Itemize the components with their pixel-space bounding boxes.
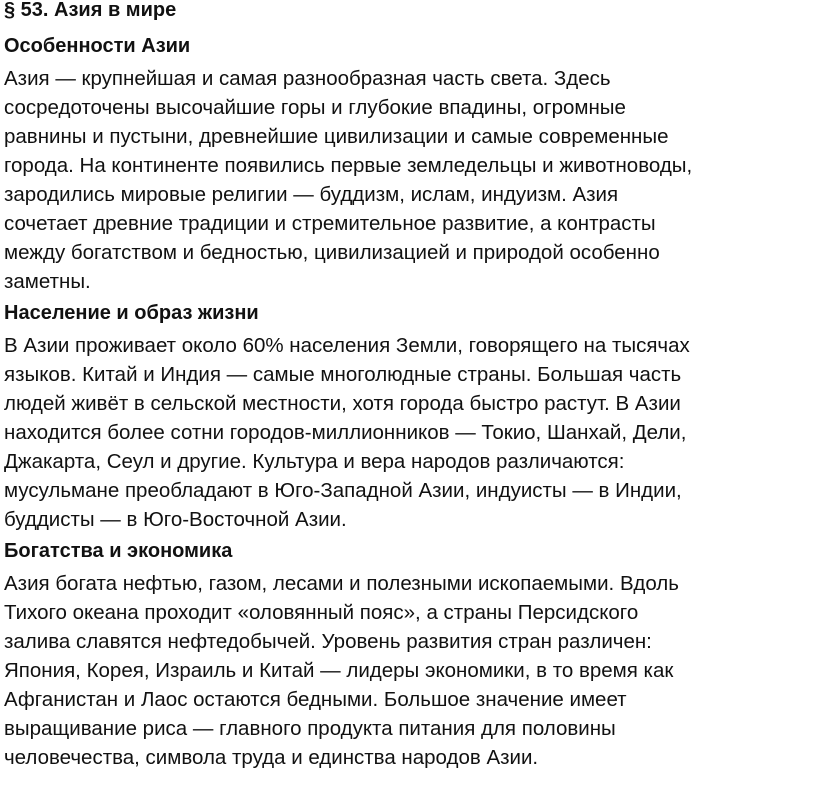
text-line: Азия — крупнейшая и самая разнообразная часть света. Здесь [4, 67, 611, 90]
section-heading-features: Особенности Азии [4, 35, 191, 57]
text-line: находится более сотни городов-миллионников — Токио, Шанхай, Дели, [4, 421, 687, 444]
section-paragraph-population [4, 331, 812, 534]
section-paragraph-features [4, 64, 812, 296]
text-line: залива славятся нефтедобычей. Уровень развития стран различен: [4, 630, 652, 653]
text-line: сочетает древние традиции и стремительное развитие, а контрасты [4, 212, 656, 235]
text-line: языков. Китай и Индия — самые многолюдные страны. Большая часть [4, 363, 682, 386]
document-page [4, 0, 812, 775]
section-heading-population: Население и образ жизни [4, 302, 259, 324]
text-line: мусульмане преобладают в Юго-Западной Азии, индуисты — в Индии, [4, 479, 682, 502]
text-line: людей живёт в сельской местности, хотя города быстро растут. В Азии [4, 392, 681, 415]
text-line: Тихого океана проходит «оловянный пояс», а страны Персидского [4, 601, 639, 624]
text-line: равнины и пустыни, древнейшие цивилизации и самые современные [4, 125, 669, 148]
page-title: § 53. Азия в мире [4, 0, 177, 21]
text-line: зародились мировые религии — буддизм, ислам, индуизм. Азия [4, 183, 619, 206]
text-line: Афганистан и Лаос остаются бедными. Большое значение имеет [4, 688, 627, 711]
text-line: Джакарта, Сеул и другие. Культура и вера народов различаются: [4, 450, 625, 473]
text-line: В Азии проживает около 60% населения Земли, говорящего на тысячах [4, 334, 690, 357]
text-line: между богатством и бедностью, цивилизацией и природой особенно [4, 241, 660, 264]
text-line: человечества, символа труда и единства народов Азии. [4, 746, 539, 769]
text-line: Япония, Корея, Израиль и Китай — лидеры экономики, в то время как [4, 659, 674, 682]
text-line: сосредоточены высочайшие горы и глубокие впадины, огромные [4, 96, 626, 119]
section-heading-economy: Богатства и экономика [4, 540, 233, 562]
section-population [4, 299, 812, 534]
text-line: заметны. [4, 270, 91, 293]
text-line: города. На континенте появились первые земледельцы и животноводы, [4, 154, 693, 177]
section-economy [4, 537, 812, 772]
section-features [4, 32, 812, 296]
text-line: буддисты — в Юго-Восточной Азии. [4, 508, 347, 531]
text-line: выращивание риса — главного продукта питания для половины [4, 717, 616, 740]
text-line: Азия богата нефтью, газом, лесами и полезными ископаемыми. Вдоль [4, 572, 679, 595]
section-paragraph-economy [4, 569, 812, 772]
